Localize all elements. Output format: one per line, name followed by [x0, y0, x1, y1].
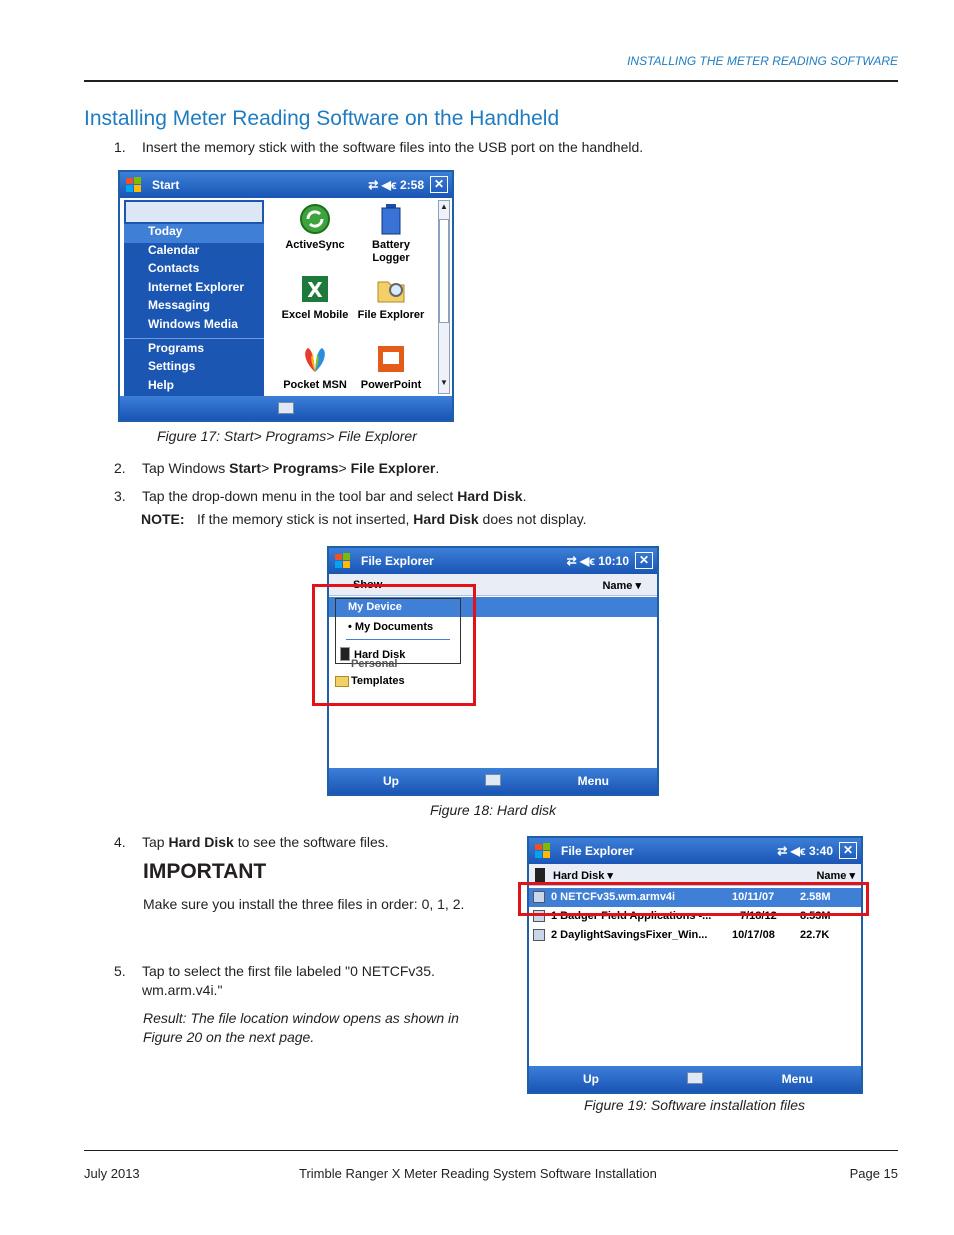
scroll-down-icon[interactable]: ▼ [440, 378, 448, 387]
app-battery-logger[interactable]: Battery Logger [354, 202, 428, 265]
dropdown-item-my-device[interactable]: My Device [336, 599, 460, 617]
file-explorer-icon [374, 272, 408, 306]
menu-item-messaging[interactable]: Messaging [148, 298, 211, 312]
footer-date: July 2013 [84, 1166, 140, 1181]
windows-flag-icon [534, 842, 552, 860]
menu-item-calendar[interactable]: Calendar [148, 242, 200, 257]
menu-item-contacts[interactable]: Contacts [148, 261, 200, 275]
show-dropdown[interactable]: Show [353, 579, 383, 591]
scroll-up-icon[interactable]: ▲ [440, 202, 448, 211]
powerpoint-icon [374, 342, 408, 376]
softkey-bar [120, 396, 452, 420]
windows-flag-icon [125, 176, 143, 194]
start-menu [124, 200, 264, 396]
running-header: INSTALLING THE METER READING SOFTWARE [627, 54, 898, 68]
hard-disk-icon [535, 868, 545, 882]
important-text: Make sure you install the three files in order: 0, 1, 2. [143, 896, 465, 912]
up-softkey[interactable]: Up [583, 1072, 599, 1086]
file-row[interactable]: 1 Badger Field Applications -... 7/18/12 8.53M [529, 907, 861, 926]
app-activesync[interactable]: ActiveSync [278, 202, 352, 251]
footer-rule [84, 1150, 898, 1151]
step-5: 5. Tap to select the first file labeled "0 NETCFv35. wm.arm.v4i." [114, 963, 435, 998]
app-excel-mobile[interactable]: X Excel Mobile [278, 272, 352, 321]
scrollbar[interactable] [438, 200, 450, 394]
important-heading: IMPORTANT [143, 860, 267, 883]
figure-17-screenshot [118, 170, 454, 422]
excel-icon [298, 272, 332, 306]
scroll-thumb[interactable] [439, 219, 449, 323]
battery-icon [374, 202, 408, 236]
figure-19-caption: Figure 19: Software installation files [584, 1097, 805, 1113]
highlight-box [312, 584, 476, 706]
title-bar: Start ⇄ ◀ϵ 2:58 ✕ [120, 172, 452, 198]
figure-18-caption: Figure 18: Hard disk [430, 802, 557, 818]
close-icon[interactable]: ✕ [430, 176, 448, 193]
dropdown-item-hard-disk[interactable]: Hard Disk [354, 649, 406, 661]
highlight-box [518, 882, 869, 916]
menu-item-internet-explorer[interactable]: Internet Explorer [148, 279, 245, 294]
menu-item-settings[interactable]: Settings [148, 359, 196, 373]
softkey-bar [329, 768, 657, 794]
menu-item-help[interactable]: Help [148, 377, 175, 392]
close-icon[interactable]: ✕ [635, 552, 653, 569]
app-grid [278, 202, 438, 396]
keyboard-icon[interactable] [278, 402, 294, 414]
up-softkey[interactable]: Up [383, 774, 399, 788]
file-row[interactable]: 0 NETCFv35.wm.armv4i 10/11/07 2.58M [529, 888, 861, 907]
folder-personal[interactable]: Personal [351, 658, 398, 670]
app-powerpoint[interactable]: PowerPoint [354, 342, 428, 391]
activesync-icon [298, 202, 332, 236]
svg-text:X: X [307, 278, 323, 302]
folder-templates[interactable]: Templates [351, 675, 405, 687]
file-row[interactable]: 2 DaylightSavingsFixer_Win... 10/17/08 22.7K [529, 926, 861, 945]
softkey-bar [529, 1066, 861, 1092]
app-file-explorer[interactable]: File Explorer [354, 272, 428, 321]
section-heading: Installing Meter Reading Software on the Handheld [84, 107, 560, 130]
figure-19-screenshot [527, 836, 863, 1094]
sort-dropdown[interactable]: Name ▾ [816, 870, 855, 882]
app-pocket-msn[interactable]: Pocket MSN [278, 342, 352, 391]
title-bar: File Explorer ⇄ ◀ϵ 10:10 ✕ [329, 548, 657, 574]
header-rule [84, 80, 898, 82]
result-text: Result: The file location window opens as shown in Figure 20 on the next page. [143, 1010, 459, 1045]
menu-softkey[interactable]: Menu [781, 1072, 813, 1086]
menu-item-programs[interactable]: Programs [148, 340, 205, 355]
recent-apps-strip [126, 202, 262, 222]
figure-17-caption: Figure 17: Start> Programs> File Explorer [157, 428, 417, 444]
dropdown-item-my-documents[interactable]: • My Documents [348, 621, 434, 633]
footer-document-title: Trimble Ranger X Meter Reading System Software Installation [299, 1166, 657, 1181]
menu-item-today[interactable]: Today [124, 224, 264, 243]
setup-package-icon [533, 929, 545, 941]
footer-page-number: Page 15 [849, 1166, 898, 1181]
title-bar: File Explorer ⇄ ◀ϵ 3:40 ✕ [529, 838, 861, 864]
msn-butterfly-icon [298, 342, 332, 376]
keyboard-icon[interactable] [485, 774, 501, 786]
menu-softkey[interactable]: Menu [577, 774, 609, 788]
sort-dropdown[interactable]: Name ▾ [602, 580, 641, 592]
close-icon[interactable]: ✕ [839, 842, 857, 859]
keyboard-icon[interactable] [687, 1072, 703, 1084]
menu-item-windows-media[interactable]: Windows Media [124, 317, 264, 339]
windows-flag-icon [334, 552, 352, 570]
location-dropdown[interactable]: Hard Disk ▾ [553, 870, 613, 882]
